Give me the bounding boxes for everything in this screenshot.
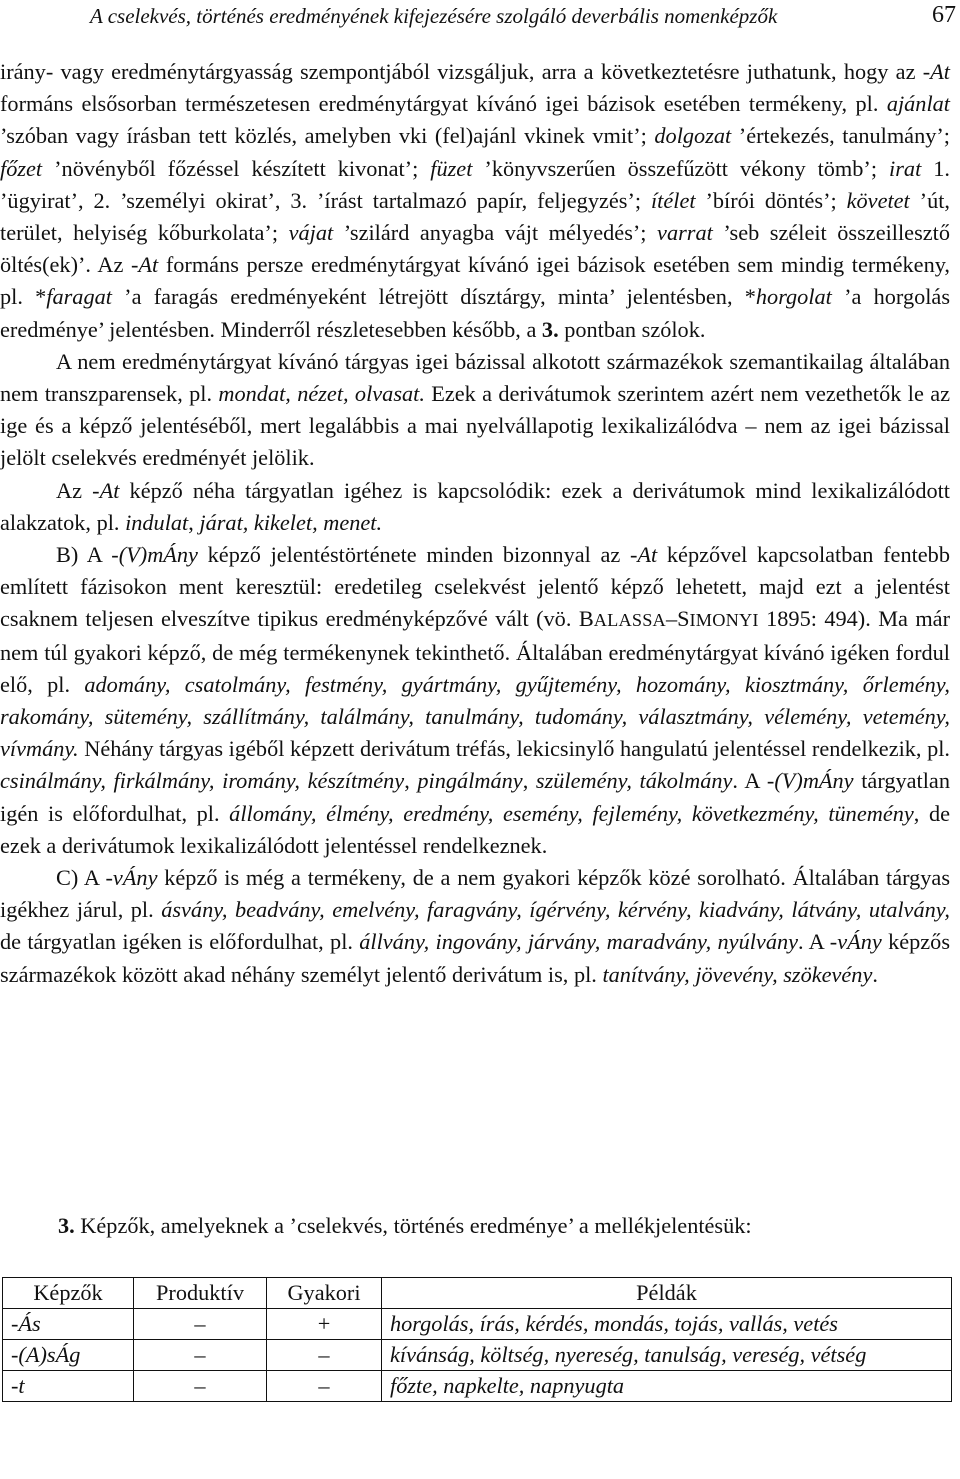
running-header bbox=[90, 4, 960, 34]
text-run: , bbox=[188, 509, 200, 535]
italic-term: állvány, ingovány, járvány, maradvány, nyúlvány bbox=[359, 929, 799, 955]
italic-term: ásvány, beadvány, emelvény, faragvány, ígérvény, kérvény, kiadvány, látvány, utalvány, bbox=[161, 897, 950, 923]
column-header-suffixes: Képzők bbox=[3, 1278, 134, 1309]
text-run: de tárgyatlan igéken is előfordulhat, pl. bbox=[0, 929, 360, 955]
italic-term: indulat bbox=[125, 509, 189, 535]
italic-term: főzet bbox=[0, 155, 43, 181]
italic-term: tanítvány, jövevény, szökevény bbox=[602, 961, 873, 987]
suffix-table bbox=[2, 1277, 952, 1402]
text-run: 1. ’ügyirat’, 2. ’személyi okirat’, 3. ’írást tartalmazó papír, feljegyzés’; bbox=[0, 155, 950, 213]
text-run: , bbox=[404, 768, 418, 794]
text-run: –S bbox=[665, 606, 690, 632]
paragraph bbox=[0, 539, 950, 862]
text-run: C) A bbox=[56, 865, 106, 891]
italic-term: füzet bbox=[430, 155, 473, 181]
italic-term: járat, kikelet, menet. bbox=[199, 509, 383, 535]
table-row bbox=[3, 1309, 952, 1340]
text-run: , de ezek a derivátumok lexikalizálódott jelentéssel rendelkeznek. bbox=[0, 800, 950, 858]
italic-term: csinálmány, firkálmány, iromány, készítmény bbox=[0, 768, 405, 794]
text-run: . A bbox=[798, 929, 830, 955]
text-run: képzővel kapcsolatban fentebb említett fázisokon ment keresztül: eredetileg cselekvést jelentő képző lehetett, majd ezt a jelentést csaknem teljesen elveszítve tipikus eredményképzővé vált (vö. B bbox=[0, 542, 950, 632]
text-run: . A bbox=[732, 768, 767, 794]
text-run: tárgyatlan igén is előfordulhat, pl. bbox=[0, 768, 950, 826]
italic-term: irat bbox=[889, 155, 922, 181]
cell-examples: főzte, napkelte, napnyugta bbox=[382, 1371, 952, 1402]
text-run: képzős származékok között akad néhány személyt jelentő derivátum is, pl. bbox=[0, 929, 950, 987]
text-run: ’bírói döntés’; bbox=[695, 187, 847, 213]
italic-term: pingálmány bbox=[417, 768, 523, 794]
cell-frequent: + bbox=[267, 1309, 382, 1340]
cell-productive: – bbox=[134, 1309, 267, 1340]
italic-term: -(V)mÁny bbox=[111, 542, 198, 568]
text-run: . bbox=[872, 961, 878, 987]
column-header-examples: Példák bbox=[382, 1278, 952, 1309]
italic-term: adomány, csatolmány, festmény, gyártmány, gyűjtemény, hozomány, kiosztmány, őrlemény, rakomány, sütemény, szállítmány, találmány, tanulmány, tudomány, választmány, vélemény, vetemény, vívmány. bbox=[0, 671, 950, 762]
text-run: 1895: 494). Ma már nem túl gyakori képző, de még termékenynek tekinthető. Általában eredménytárgyat kívánó igéken fordul elő, pl. bbox=[0, 606, 951, 697]
table-header-row bbox=[3, 1278, 952, 1309]
text-run: képző néha tárgyatlan igéhez is kapcsolódik: ezek a derivátumok mind lexikalizálódott alakzatok, pl. bbox=[0, 477, 951, 535]
italic-term: -vÁny bbox=[105, 865, 158, 891]
text-run: IMONYI bbox=[689, 610, 759, 631]
text-run: pontban szólok. bbox=[558, 316, 706, 342]
paragraph bbox=[0, 862, 950, 991]
italic-term: -At bbox=[922, 59, 950, 84]
text-run: ’növényből főzéssel készített kivonat’; bbox=[42, 155, 431, 181]
italic-term: követet bbox=[846, 187, 910, 213]
cell-examples: horgolás, írás, kérdés, mondás, tojás, vallás, vetés bbox=[382, 1309, 952, 1340]
italic-term: dolgozat bbox=[654, 123, 732, 149]
text-run: ’a horgolás eredménye’ jelentésben. Minderről részletesebben később, a bbox=[0, 284, 951, 342]
section-number: 3. bbox=[58, 1213, 75, 1238]
cell-examples: kívánság, költség, nyereség, tanulság, vereség, vétség bbox=[382, 1340, 952, 1371]
italic-term: vájat bbox=[288, 220, 334, 246]
table-row bbox=[3, 1371, 952, 1402]
cell-suffix: -Ás bbox=[3, 1309, 134, 1340]
page-number: 67 bbox=[932, 2, 956, 28]
text-run: Ezek a derivátumok szerintem azért nem vezethetők le az ige és a képző jelentéséből, mert legalábbis a mai nyelvállapotig lexikalizálódva – nem az igei bázissal jelölt cselekvés eredményét jelölik. bbox=[0, 381, 950, 471]
text-run: képző jelentéstörténete minden bizonnyal az bbox=[197, 542, 630, 568]
text-run: ’a faragás eredményeként létrejött dísztárgy, minta’ jelentésben, * bbox=[111, 284, 756, 310]
text-run: ’seb széleit összeillesztő öltés(ek)’. Az bbox=[0, 220, 950, 278]
text-run: formáns persze eredménytárgyat kívánó igei bázisok esetében sem mindig termékeny, pl. * bbox=[0, 252, 950, 310]
italic-term: -At bbox=[629, 542, 658, 568]
paragraph bbox=[0, 475, 950, 539]
text-run: Néhány tárgyas igéből képzett derivátum tréfás, lekicsinylő hangulatú jelentéssel rendelkezik, pl. bbox=[78, 736, 950, 762]
text-run: 3. bbox=[541, 316, 559, 342]
italic-term: -(V)mÁny bbox=[766, 768, 854, 794]
cell-frequent: – bbox=[267, 1371, 382, 1402]
italic-term: -vÁny bbox=[829, 929, 882, 955]
cell-productive: – bbox=[134, 1340, 267, 1371]
italic-term: faragat bbox=[46, 284, 112, 310]
column-header-productive: Produktív bbox=[134, 1278, 267, 1309]
cell-productive: – bbox=[134, 1371, 267, 1402]
italic-term: ajánlat bbox=[886, 91, 950, 117]
text-run: formáns elsősorban természetesen eredménytárgyat kívánó igei bázisok esetében termékeny, pl. bbox=[0, 91, 887, 117]
text-run: ’értekezés, tanulmány’; bbox=[731, 123, 950, 149]
italic-term: szülemény, tákolmány bbox=[535, 768, 733, 794]
italic-term: -At bbox=[130, 252, 159, 278]
cell-suffix: -(A)sÁg bbox=[3, 1340, 134, 1371]
running-header-title: A cselekvés, történés eredményének kifejezésére szolgáló deverbális nomenképzők bbox=[90, 4, 778, 28]
text-run: ’könyvszerűen összefűzött vékony tömb’; bbox=[472, 155, 890, 181]
italic-term: mondat, nézet, olvasat. bbox=[218, 381, 425, 407]
text-run: A nem eredménytárgyat kívánó tárgyas igei bázissal alkotott származékok szemantikailag általában nem transzparensek, pl. bbox=[0, 348, 950, 407]
italic-term: horgolat bbox=[755, 284, 832, 310]
italic-term: -At bbox=[92, 477, 120, 503]
paragraph bbox=[0, 56, 950, 346]
text-run: irány- vagy eredménytárgyasság szempontjából vizsgáljuk, arra a következtetésre juthatunk, hogy az bbox=[0, 59, 923, 84]
text-run: ’út, terület, helyiség kőburkolata’; bbox=[0, 187, 950, 246]
cell-frequent: – bbox=[267, 1340, 382, 1371]
section-heading bbox=[58, 1213, 752, 1239]
text-run: , bbox=[522, 768, 536, 794]
text-run: ’szilárd anyagba vájt mélyedés’; bbox=[333, 220, 658, 246]
section-title: Képzők, amelyeknek a ’cselekvés, történés eredménye’ a mellékjelentésük: bbox=[74, 1213, 752, 1238]
body-text bbox=[0, 56, 950, 991]
text-run: ’szóban vagy írásban tett közlés, amelyben vki (fel)ajánl vkinek vmit’; bbox=[0, 123, 655, 149]
italic-term: állomány, élmény, eredmény, esemény, fejlemény, következmény, tünemény bbox=[229, 800, 914, 826]
table-row bbox=[3, 1340, 952, 1371]
italic-term: ítélet bbox=[650, 187, 696, 213]
paragraph bbox=[0, 346, 950, 475]
italic-term: varrat bbox=[657, 220, 713, 246]
text-run: Az bbox=[56, 477, 93, 503]
text-run: B) A bbox=[56, 542, 112, 568]
text-run: ALASSA bbox=[593, 610, 666, 631]
column-header-frequent: Gyakori bbox=[267, 1278, 382, 1309]
text-run: képző is még a termékeny, de a nem gyakori képzők közé sorolható. Általában tárgyas igékhez járul, pl. bbox=[0, 865, 950, 923]
cell-suffix: -t bbox=[3, 1371, 134, 1402]
